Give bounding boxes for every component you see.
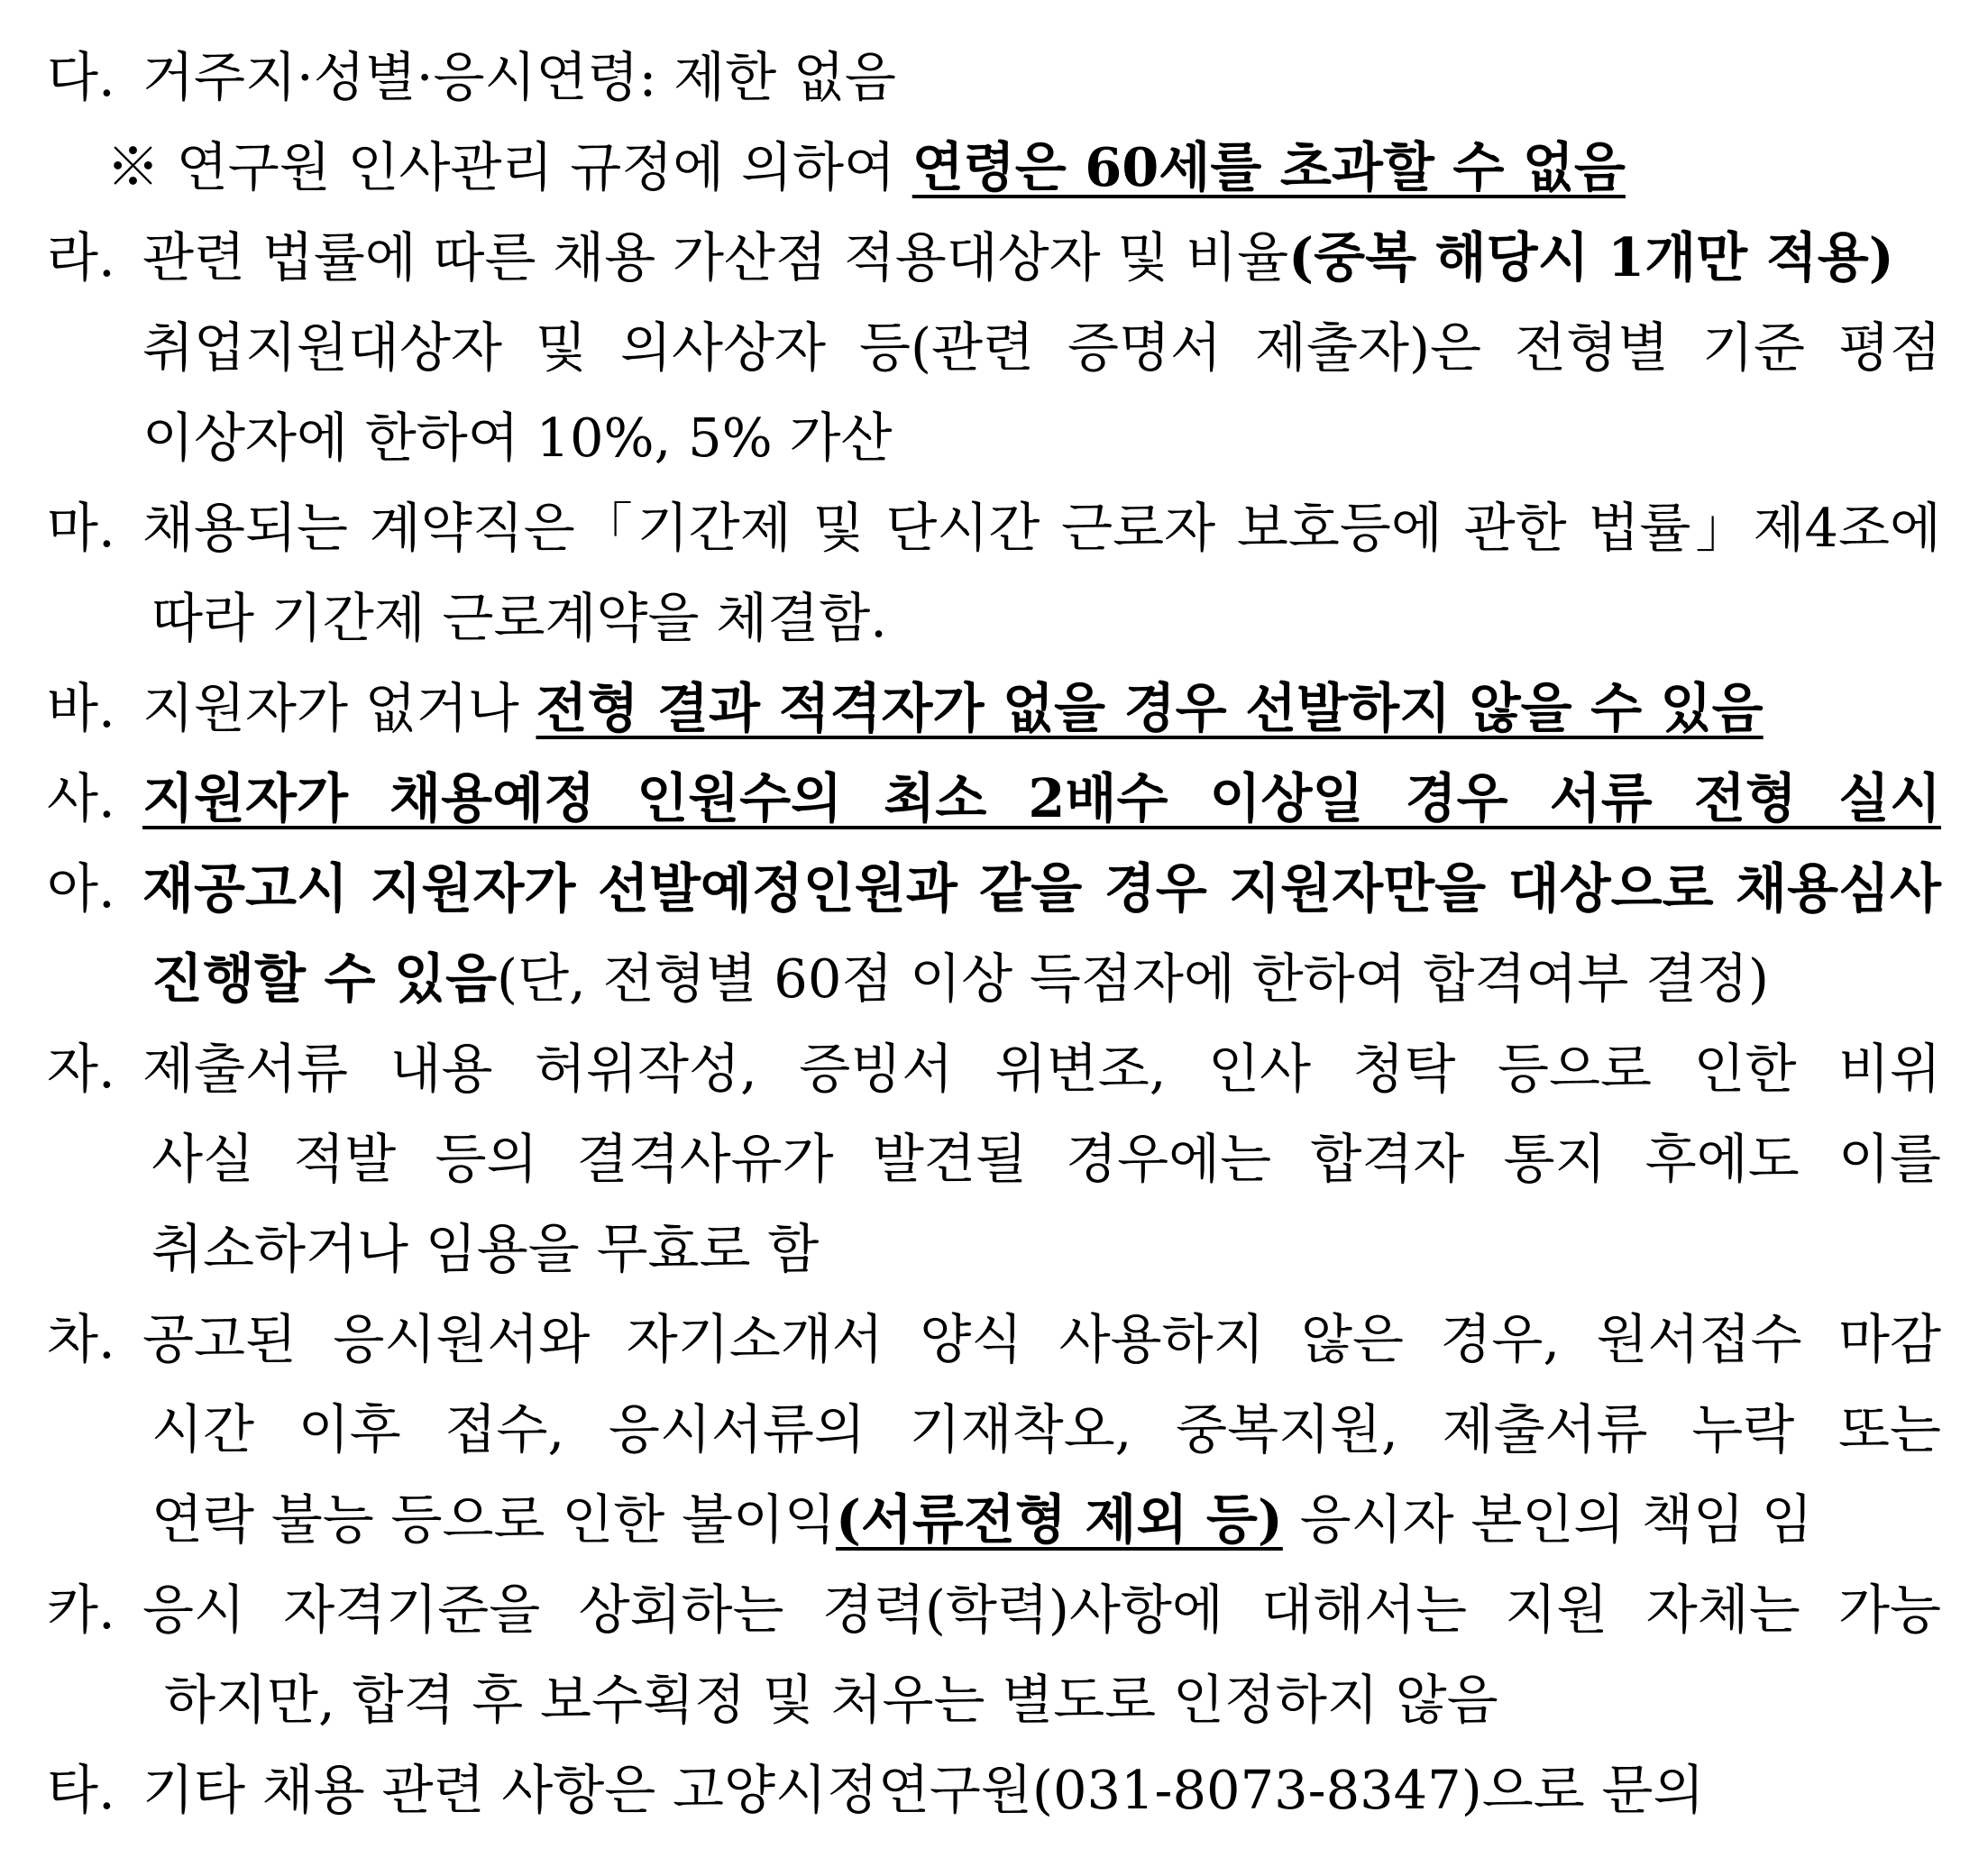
item-ra-line3 — [0, 393, 1988, 483]
item-marker: 카. — [47, 1579, 115, 1641]
item-text-bold: (중복 해당시 1개만 적용) — [1288, 226, 1894, 288]
item-text: 이상자에 한하여 10%, 5% 가산 — [142, 407, 893, 469]
item-marker: 차. — [47, 1308, 115, 1370]
item-marker: 사. — [47, 767, 115, 829]
item-text-part: 연락 불능 등으로 인한 불이익 — [151, 1488, 836, 1551]
item-ra-line2 — [0, 303, 1988, 393]
item-cha-line3 — [0, 1475, 1988, 1565]
item-text: 취업지원대상자 및 의사상자 등(관련 증명서 제출자)은 전형별 기준 평점 — [142, 316, 1941, 379]
item-text — [151, 1475, 1941, 1565]
item-ka — [0, 1565, 1988, 1655]
item-text: 제출서류 내용 허위작성, 증빙서 위변조, 인사 청탁 등으로 인한 비위 — [142, 1038, 1941, 1100]
item-ra — [0, 213, 1988, 303]
item-text-emphasis: 지원자가 채용예정 인원수의 최소 2배수 이상일 경우 서류 전형 실시 — [142, 767, 1941, 829]
item-text-part: 응시자 본인의 책임 임 — [1282, 1488, 1813, 1551]
item-text-part: 지원자가 없거나 — [142, 677, 536, 739]
item-text-emphasis: (서류전형 제외 등) — [835, 1488, 1283, 1551]
item-sa — [0, 754, 1988, 844]
item-text-emphasis: 전형 결과 적격자가 없을 경우 선발하지 않을 수 있음 — [536, 677, 1764, 739]
item-text — [142, 213, 1941, 303]
item-ja-line3 — [0, 1204, 1988, 1295]
item-text: 취소하거나 임용을 무효로 함 — [151, 1218, 820, 1280]
item-ja — [0, 1024, 1988, 1114]
item-marker: 아. — [47, 857, 115, 920]
item-text-bold: 재공고시 지원자가 선발예정인원과 같을 경우 지원자만을 대상으로 채용심사 — [142, 857, 1941, 920]
item-ma-line2 — [0, 573, 1988, 664]
item-ka-line2 — [0, 1655, 1988, 1745]
item-marker: 바. — [47, 677, 115, 739]
item-a-line2 — [0, 934, 1988, 1024]
item-text: 응시 자격기준을 상회하는 경력(학력)사항에 대해서는 지원 자체는 가능 — [142, 1579, 1941, 1641]
item-marker: 다. — [47, 46, 115, 108]
note-prefix: ※ 연구원 인사관리 규정에 의하여 — [106, 136, 912, 198]
item-ja-line2 — [0, 1114, 1988, 1204]
item-marker: 자. — [47, 1038, 115, 1100]
item-text-part: (단, 전형별 60점 이상 득점자에 한하여 합격여부 결정) — [497, 947, 1770, 1010]
item-text-part: 관련 법률에 따른 채용 가산점 적용대상자 및 비율 — [142, 226, 1289, 288]
item-ta — [0, 1745, 1988, 1835]
item-text — [151, 934, 1941, 1024]
item-text: 거주지·성별·응시연령: 제한 없음 — [142, 46, 896, 108]
item-text: 하지만, 합격 후 보수획정 및 처우는 별도로 인정하지 않음 — [164, 1669, 1498, 1731]
item-da — [0, 32, 1988, 123]
item-text: 채용되는 계약직은「기간제 및 단시간 근로자 보호등에 관한 법률」제4조에 — [142, 497, 1941, 559]
item-ba — [0, 664, 1988, 754]
item-cha-line2 — [0, 1385, 1988, 1475]
note-emphasis: 연령은 60세를 초과할 수 없음 — [912, 136, 1626, 198]
item-marker: 라. — [47, 226, 115, 288]
item-text: 공고된 응시원서와 자기소개서 양식 사용하지 않은 경우, 원서접수 마감 — [142, 1308, 1941, 1370]
item-text: 사실 적발 등의 결격사유가 발견될 경우에는 합격자 통지 후에도 이를 — [151, 1128, 1941, 1190]
item-text: 기타 채용 관련 사항은 고양시정연구원(031-8073-8347)으로 문의 — [142, 1759, 1705, 1821]
item-text — [142, 664, 1941, 754]
item-text-bold: 진행할 수 있음 — [151, 947, 498, 1010]
note-text — [106, 123, 1941, 213]
item-a — [0, 844, 1988, 934]
item-text: 시간 이후 접수, 응시서류의 기재착오, 중복지원, 제출서류 누락 또는 — [151, 1398, 1941, 1460]
item-marker: 타. — [47, 1759, 115, 1821]
item-cha — [0, 1295, 1988, 1385]
item-text: 따라 기간제 근로계약을 체결함. — [151, 587, 887, 649]
note-age-limit — [0, 123, 1988, 213]
item-marker: 마. — [47, 497, 115, 559]
item-ma — [0, 483, 1988, 573]
